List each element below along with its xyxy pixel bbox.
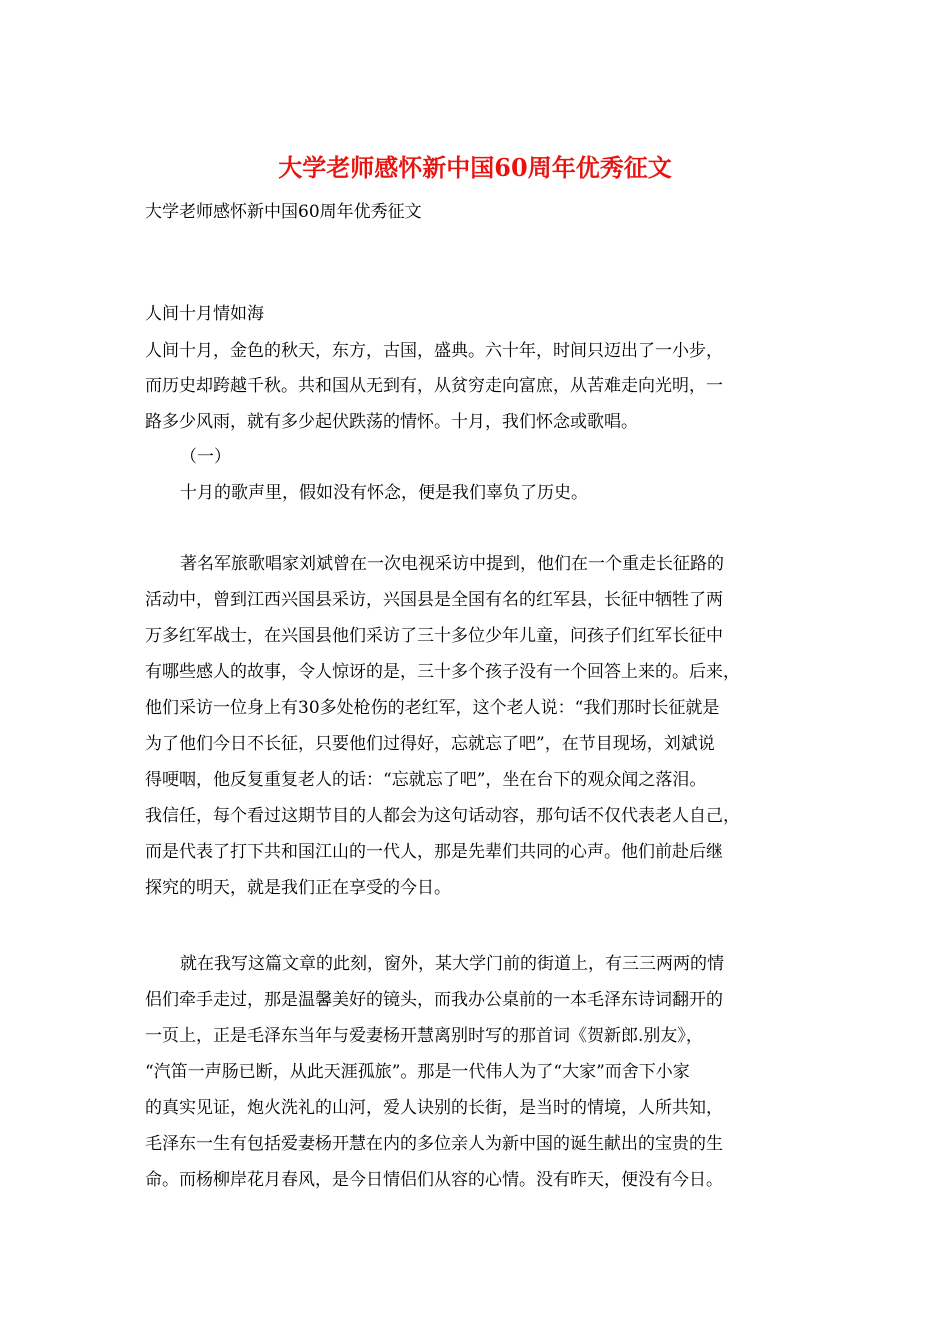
intro-line-2: 而历史却跨越千秋。共和国从无到有，从贫穷走向富庶，从苦难走向光明，一 bbox=[145, 376, 723, 396]
para2-line-3: 一页上，正是毛泽东当年与爱妻杨开慧离别时写的那首词《贺新郎.别友》， bbox=[145, 1026, 703, 1046]
intro-line-1: 人间十月，金色的秋天，东方，古国，盛典。六十年，时间只迈出了一小步， bbox=[145, 341, 723, 361]
para1-line-7: 得哽咽，他反复重复老人的话：“忘就忘了吧”，坐在台下的观众闻之落泪。 bbox=[145, 770, 707, 790]
para1-line-2: 活动中，曾到江西兴国县采访，兴国县是全国有名的红军县，长征中牺牲了两 bbox=[145, 590, 723, 610]
section-heading: 人间十月情如海 bbox=[145, 304, 264, 324]
para2-line-5: 的真实见证，炮火洗礼的山河，爱人诀别的长街，是当时的情境，人所共知， bbox=[145, 1098, 723, 1118]
intro-line-3: 路多少风雨，就有多少起伏跌荡的情怀。十月，我们怀念或歌唱。 bbox=[145, 412, 638, 432]
document-title: 大学老师感怀新中国60周年优秀征文 bbox=[278, 153, 672, 182]
lead-sentence: 十月的歌声里，假如没有怀念，便是我们辜负了历史。 bbox=[180, 483, 588, 503]
document-subtitle: 大学老师感怀新中国60周年优秀征文 bbox=[145, 202, 422, 222]
para2-line-6: 毛泽东一生有包括爱妻杨开慧在内的多位亲人为新中国的诞生献出的宝贵的生 bbox=[145, 1134, 723, 1154]
para1-line-1: 著名军旅歌唱家刘斌曾在一次电视采访中提到，他们在一个重走长征路的 bbox=[180, 554, 724, 574]
para1-line-3: 万多红军战士，在兴国县他们采访了三十多位少年儿童，问孩子们红军长征中 bbox=[145, 626, 723, 646]
para1-line-5: 他们采访一位身上有30多处枪伤的老红军，这个老人说：“我们那时长征就是 bbox=[145, 698, 720, 718]
para2-line-4: “汽笛一声肠已断，从此天涯孤旅”。那是一代伟人为了“大家”而舍下小家 bbox=[145, 1062, 690, 1082]
para1-line-9: 而是代表了打下共和国江山的一代人，那是先辈们共同的心声。他们前赴后继 bbox=[145, 842, 723, 862]
para2-line-1: 就在我写这篇文章的此刻，窗外，某大学门前的街道上，有三三两两的情 bbox=[180, 954, 724, 974]
part-label: （一） bbox=[180, 447, 231, 467]
para1-line-4: 有哪些感人的故事，令人惊讶的是，三十多个孩子没有一个回答上来的。后来， bbox=[145, 662, 740, 682]
para2-line-2: 侣们牵手走过，那是温馨美好的镜头，而我办公桌前的一本毛泽东诗词翻开的 bbox=[145, 990, 723, 1010]
para1-line-8: 我信任，每个看过这期节目的人都会为这句话动容，那句话不仅代表老人自己， bbox=[145, 806, 740, 826]
para1-line-10: 探究的明天，就是我们正在享受的今日。 bbox=[145, 878, 451, 898]
para1-line-6: 为了他们今日不长征，只要他们过得好，忘就忘了吧”，在节目现场，刘斌说 bbox=[145, 734, 715, 754]
para2-line-7: 命。而杨柳岸花月春风，是今日情侣们从容的心情。没有昨天，便没有今日。 bbox=[145, 1170, 723, 1190]
